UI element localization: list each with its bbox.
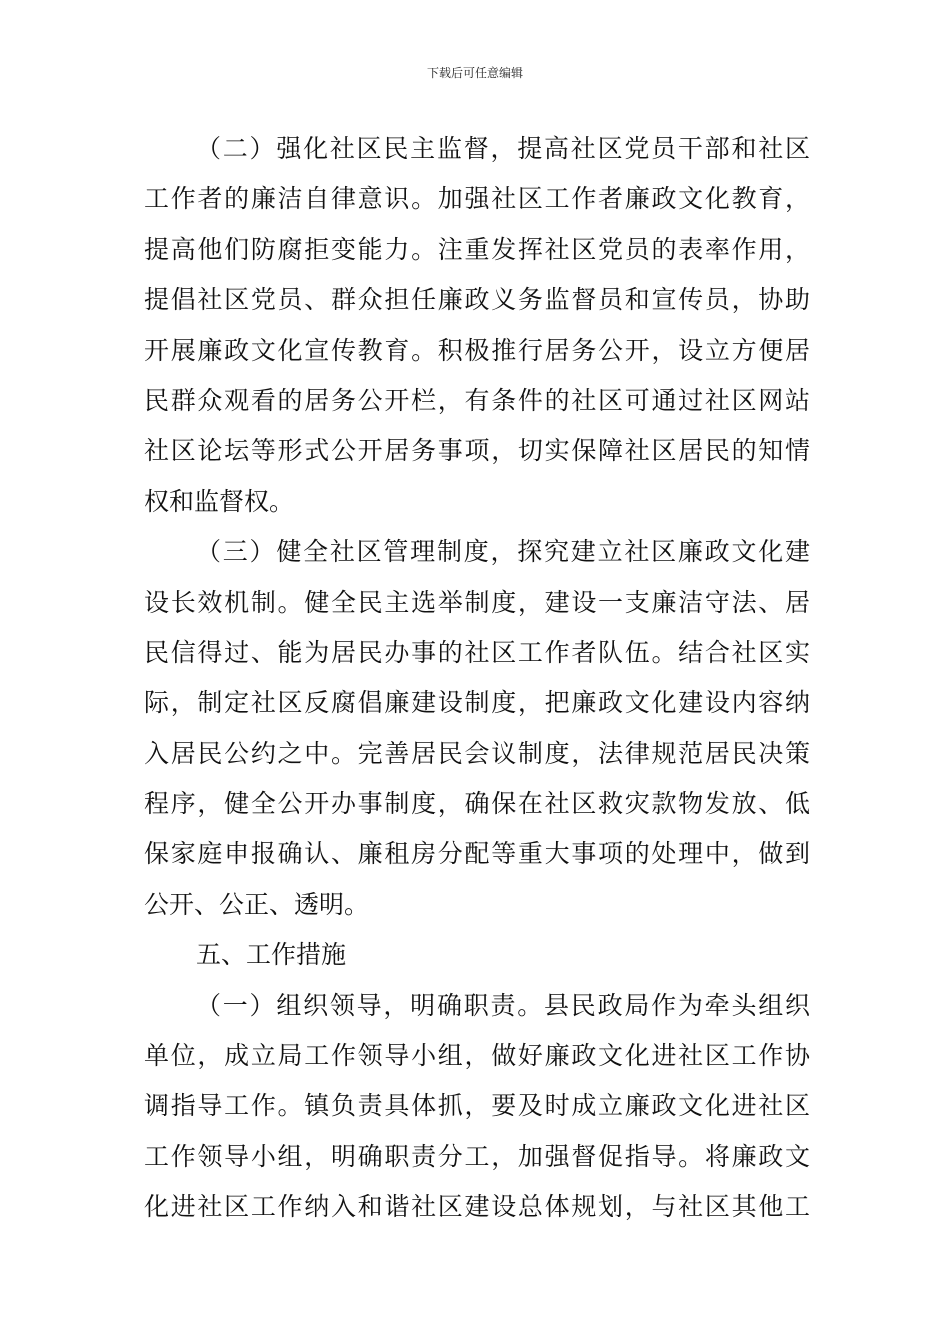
text-line: 提倡社区党员、群众担任廉政义务监督员和宣传员，协助 — [144, 285, 810, 315]
text-line: 化进社区工作纳入和谐社区建设总体规划，与社区其他工 — [144, 1192, 810, 1222]
page-header-note: 下载后可任意编辑 — [426, 66, 523, 80]
text-line: 权和监督权。 — [144, 486, 295, 516]
text-line: 单位，成立局工作领导小组，做好廉政文化进社区工作协 — [144, 1041, 810, 1071]
text-line: 工作者的廉洁自律意识。加强社区工作者廉政文化教育， — [144, 184, 810, 214]
text-line: （三）健全社区管理制度，探究建立社区廉政文化建 — [196, 537, 810, 567]
document-body — [144, 124, 810, 1233]
text-line: 调指导工作。镇负责具体抓，要及时成立廉政文化进社区 — [144, 1091, 810, 1121]
text-line: 开展廉政文化宣传教育。积极推行居务公开，设立方便居 — [144, 335, 810, 365]
text-line: 公开、公正、透明。 — [144, 889, 370, 919]
text-line: 设长效机制。健全民主选举制度，建设一支廉洁守法、居 — [144, 587, 810, 617]
text-line: 五、工作措施 — [196, 940, 347, 970]
text-line: 入居民公约之中。完善居民会议制度，法律规范居民决策 — [144, 738, 810, 768]
text-line: 保家庭申报确认、廉租房分配等重大事项的处理中，做到 — [144, 839, 810, 869]
text-line: （二）强化社区民主监督，提高社区党员干部和社区 — [196, 134, 810, 163]
text-line: 际，制定社区反腐倡廉建设制度，把廉政文化建设内容纳 — [144, 688, 810, 718]
text-line: 民群众观看的居务公开栏，有条件的社区可通过社区网站 — [144, 385, 810, 415]
text-line: （一）组织领导，明确职责。县民政局作为牵头组织 — [196, 990, 810, 1020]
text-line: 民信得过、能为居民办事的社区工作者队伍。结合社区实 — [144, 637, 810, 667]
text-line: 提高他们防腐拒变能力。注重发挥社区党员的表率作用， — [144, 234, 810, 264]
text-line: 工作领导小组，明确职责分工，加强督促指导。将廉政文 — [144, 1141, 810, 1171]
text-line: 程序，健全公开办事制度，确保在社区救灾款物发放、低 — [144, 789, 810, 819]
text-line: 社区论坛等形式公开居务事项，切实保障社区居民的知情 — [144, 436, 810, 466]
